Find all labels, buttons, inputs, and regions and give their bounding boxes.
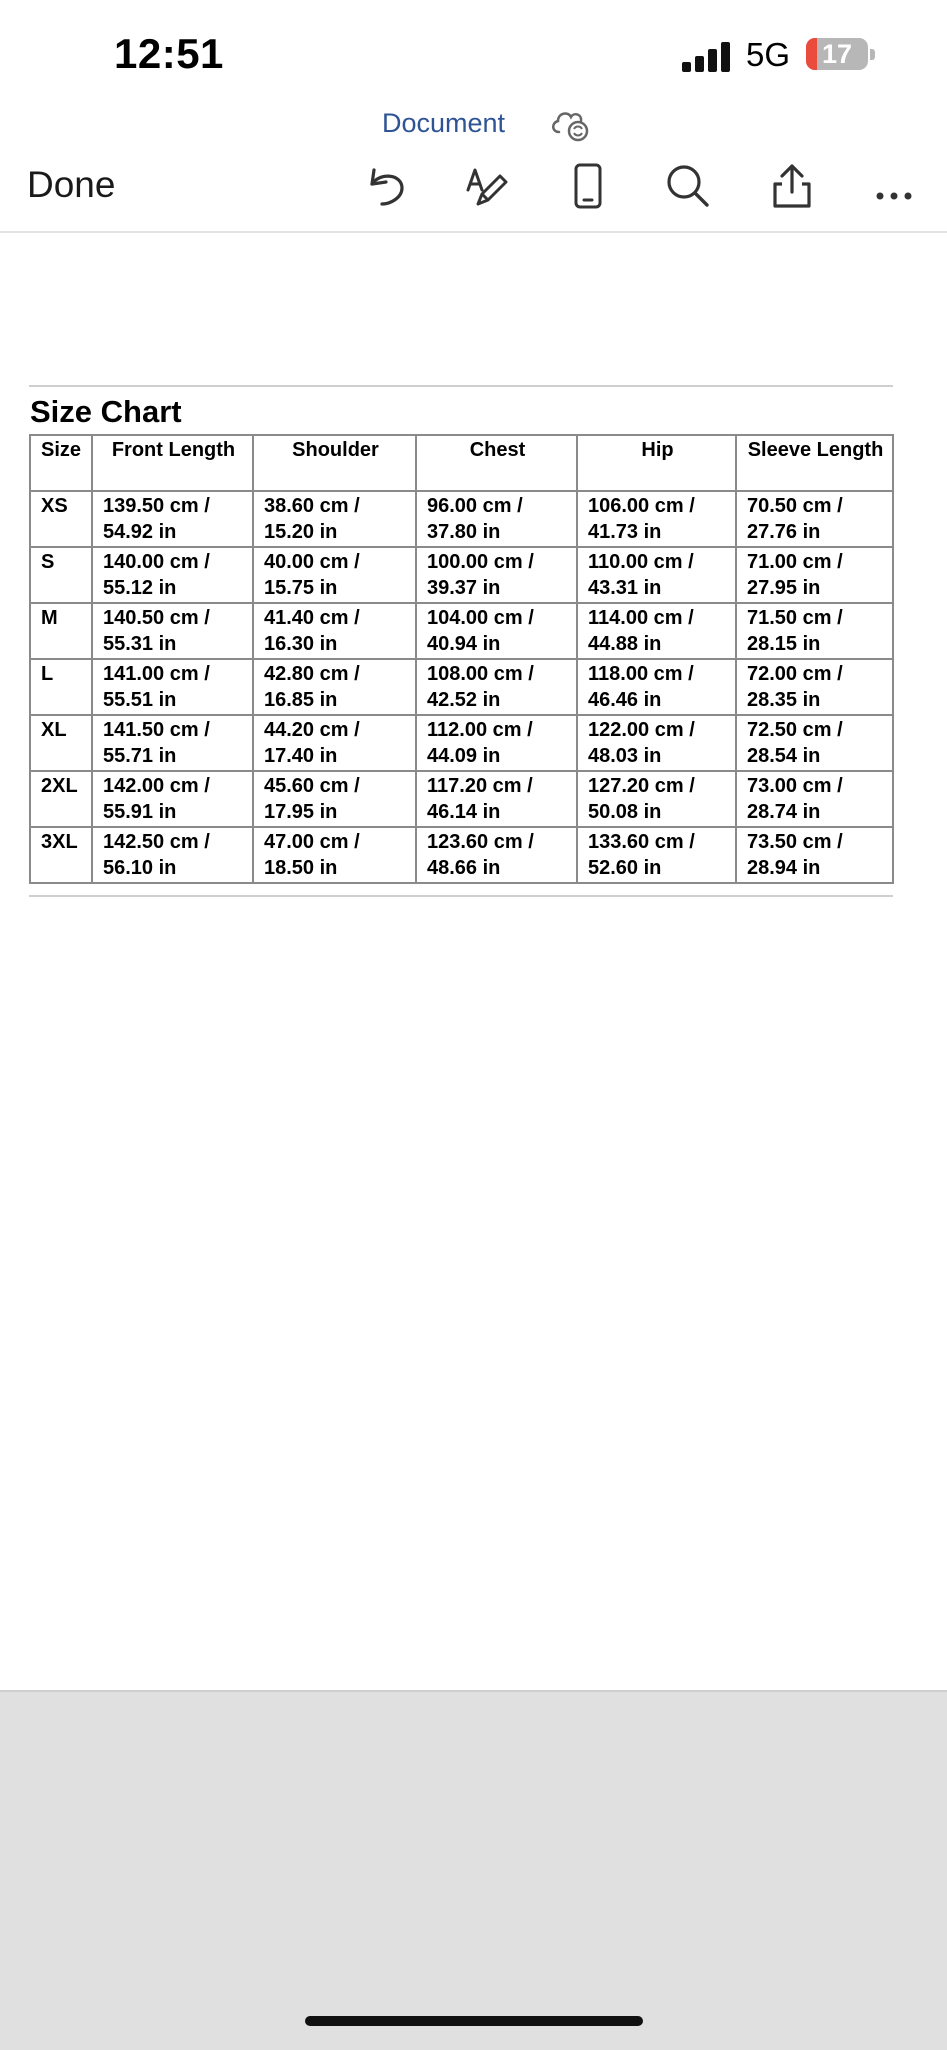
column-header-chest: Chest xyxy=(416,435,577,491)
size-cell: 2XL xyxy=(30,771,92,827)
shoulder-cell xyxy=(253,491,416,547)
size-chart-title: Size Chart xyxy=(30,394,182,429)
size-cell: L xyxy=(30,659,92,715)
cell-line: 44.09 in xyxy=(427,745,501,767)
network-type: 5G xyxy=(746,36,791,73)
cell-line: 141.50 cm / xyxy=(103,719,210,741)
hip-cell xyxy=(577,771,736,827)
cell-line: 15.75 in xyxy=(264,577,338,599)
table-row xyxy=(30,715,893,771)
shoulder-cell xyxy=(253,547,416,603)
front-length-cell xyxy=(92,715,253,771)
front-length-cell xyxy=(92,771,253,827)
hip-cell xyxy=(577,827,736,883)
front-length-cell xyxy=(92,659,253,715)
column-header-shoulder: Shoulder xyxy=(253,435,416,491)
table-row xyxy=(30,827,893,883)
cell-line: 106.00 cm / xyxy=(588,495,695,517)
table-row xyxy=(30,771,893,827)
cell-line: 28.74 in xyxy=(747,801,821,823)
cell-line: 142.00 cm / xyxy=(103,775,210,797)
cell-line: 70.50 cm / xyxy=(747,495,843,517)
cellular-signal-icon xyxy=(680,42,734,72)
cell-line: 17.40 in xyxy=(264,745,338,767)
cell-line: 71.50 cm / xyxy=(747,607,843,629)
size-cell: XL xyxy=(30,715,92,771)
shoulder-cell xyxy=(253,827,416,883)
cell-line: 47.00 cm / xyxy=(264,831,360,853)
chest-cell xyxy=(416,827,577,883)
cell-line: 140.50 cm / xyxy=(103,607,210,629)
cell-line: 72.00 cm / xyxy=(747,663,843,685)
hip-cell xyxy=(577,547,736,603)
table-row xyxy=(30,491,893,547)
hip-cell xyxy=(577,715,736,771)
front-length-cell xyxy=(92,491,253,547)
cell-line: 16.85 in xyxy=(264,689,338,711)
search-icon[interactable] xyxy=(662,160,714,212)
cell-line: 18.50 in xyxy=(264,857,338,879)
toolbar xyxy=(0,150,947,230)
cell-line: 118.00 cm / xyxy=(588,663,694,685)
cell-line: 55.71 in xyxy=(103,745,177,767)
cell-line: 104.00 cm / xyxy=(427,607,534,629)
cell-line: 40.00 cm / xyxy=(264,551,360,573)
size-cell: 3XL xyxy=(30,827,92,883)
cell-line: 122.00 cm / xyxy=(588,719,695,741)
column-header-size: Size xyxy=(30,435,92,491)
toolbar-divider xyxy=(0,231,947,233)
sleeve-length-cell xyxy=(736,715,893,771)
cell-line: 28.94 in xyxy=(747,857,821,879)
cell-line: 28.15 in xyxy=(747,633,821,655)
sleeve-length-cell xyxy=(736,491,893,547)
table-row xyxy=(30,603,893,659)
footer-rule xyxy=(29,895,893,897)
cell-line: 27.95 in xyxy=(747,577,821,599)
cell-line: 117.20 cm / xyxy=(427,775,533,797)
front-length-cell xyxy=(92,603,253,659)
done-button[interactable]: Done xyxy=(27,164,116,205)
chest-cell xyxy=(416,659,577,715)
cell-line: 72.50 cm / xyxy=(747,719,843,741)
column-header-sleeve-length: Sleeve Length xyxy=(736,435,893,491)
mobile-view-icon[interactable] xyxy=(562,160,614,212)
cell-line: 44.20 cm / xyxy=(264,719,360,741)
shoulder-cell xyxy=(253,659,416,715)
cell-line: 16.30 in xyxy=(264,633,338,655)
cell-line: 139.50 cm / xyxy=(103,495,210,517)
cell-line: 42.80 cm / xyxy=(264,663,360,685)
header-rule xyxy=(29,385,893,387)
cell-line: 28.35 in xyxy=(747,689,821,711)
cloud-sync-icon[interactable] xyxy=(549,106,591,142)
cell-line: 71.00 cm / xyxy=(747,551,843,573)
cell-line: 46.14 in xyxy=(427,801,501,823)
front-length-cell xyxy=(92,827,253,883)
cell-line: 48.03 in xyxy=(588,745,662,767)
cell-line: 133.60 cm / xyxy=(588,831,695,853)
battery-nub xyxy=(870,49,875,60)
cell-line: 37.80 in xyxy=(427,521,501,543)
shoulder-cell xyxy=(253,715,416,771)
empty-canvas-area xyxy=(0,1690,947,2050)
column-header-front-length: Front Length xyxy=(92,435,253,491)
shoulder-cell xyxy=(253,603,416,659)
cell-line: 140.00 cm / xyxy=(103,551,210,573)
undo-icon[interactable] xyxy=(362,160,414,212)
size-chart-table xyxy=(29,434,894,884)
status-bar xyxy=(0,0,947,110)
chest-cell xyxy=(416,603,577,659)
size-cell: XS xyxy=(30,491,92,547)
front-length-cell xyxy=(92,547,253,603)
more-icon[interactable] xyxy=(868,160,920,212)
cell-line: 55.51 in xyxy=(103,689,177,711)
cell-line: 41.73 in xyxy=(588,521,662,543)
sleeve-length-cell xyxy=(736,827,893,883)
cell-line: 55.31 in xyxy=(103,633,177,655)
chest-cell xyxy=(416,547,577,603)
cell-line: 55.91 in xyxy=(103,801,177,823)
cell-line: 141.00 cm / xyxy=(103,663,210,685)
cell-line: 52.60 in xyxy=(588,857,662,879)
cell-line: 96.00 cm / xyxy=(427,495,523,517)
sleeve-length-cell xyxy=(736,771,893,827)
home-indicator[interactable] xyxy=(305,2016,643,2026)
shoulder-cell xyxy=(253,771,416,827)
cell-line: 27.76 in xyxy=(747,521,821,543)
cell-line: 39.37 in xyxy=(427,577,501,599)
cell-line: 48.66 in xyxy=(427,857,501,879)
cell-line: 42.52 in xyxy=(427,689,501,711)
cell-line: 41.40 cm / xyxy=(264,607,360,629)
column-header-hip: Hip xyxy=(577,435,736,491)
table-row xyxy=(30,547,893,603)
cell-line: 123.60 cm / xyxy=(427,831,534,853)
size-cell: S xyxy=(30,547,92,603)
cell-line: 43.31 in xyxy=(588,577,662,599)
cell-line: 17.95 in xyxy=(264,801,338,823)
hip-cell xyxy=(577,659,736,715)
cell-line: 73.50 cm / xyxy=(747,831,843,853)
cell-line: 100.00 cm / xyxy=(427,551,534,573)
chest-cell xyxy=(416,771,577,827)
document-title[interactable]: Document xyxy=(382,108,506,138)
cell-line: 73.00 cm / xyxy=(747,775,843,797)
cell-line: 114.00 cm / xyxy=(588,607,694,629)
chest-cell xyxy=(416,491,577,547)
cell-line: 55.12 in xyxy=(103,577,177,599)
cell-line: 38.60 cm / xyxy=(264,495,360,517)
table-row xyxy=(30,659,893,715)
sleeve-length-cell xyxy=(736,659,893,715)
sleeve-length-cell xyxy=(736,603,893,659)
cell-line: 56.10 in xyxy=(103,857,177,879)
cell-line: 15.20 in xyxy=(264,521,338,543)
share-icon[interactable] xyxy=(766,160,818,212)
cell-line: 112.00 cm / xyxy=(427,719,533,741)
draw-icon[interactable] xyxy=(460,160,512,212)
battery-icon xyxy=(806,38,868,70)
hip-cell xyxy=(577,603,736,659)
sleeve-length-cell xyxy=(736,547,893,603)
cell-line: 54.92 in xyxy=(103,521,177,543)
cell-line: 50.08 in xyxy=(588,801,662,823)
table-header-row xyxy=(30,435,893,491)
cell-line: 142.50 cm / xyxy=(103,831,210,853)
cell-line: 127.20 cm / xyxy=(588,775,695,797)
cell-line: 110.00 cm / xyxy=(588,551,694,573)
status-time: 12:51 xyxy=(114,30,224,77)
chest-cell xyxy=(416,715,577,771)
cell-line: 45.60 cm / xyxy=(264,775,360,797)
cell-line: 108.00 cm / xyxy=(427,663,534,685)
cell-line: 28.54 in xyxy=(747,745,821,767)
size-cell: M xyxy=(30,603,92,659)
cell-line: 46.46 in xyxy=(588,689,662,711)
cell-line: 44.88 in xyxy=(588,633,662,655)
cell-line: 40.94 in xyxy=(427,633,501,655)
battery-level: 17 xyxy=(821,39,853,69)
hip-cell xyxy=(577,491,736,547)
